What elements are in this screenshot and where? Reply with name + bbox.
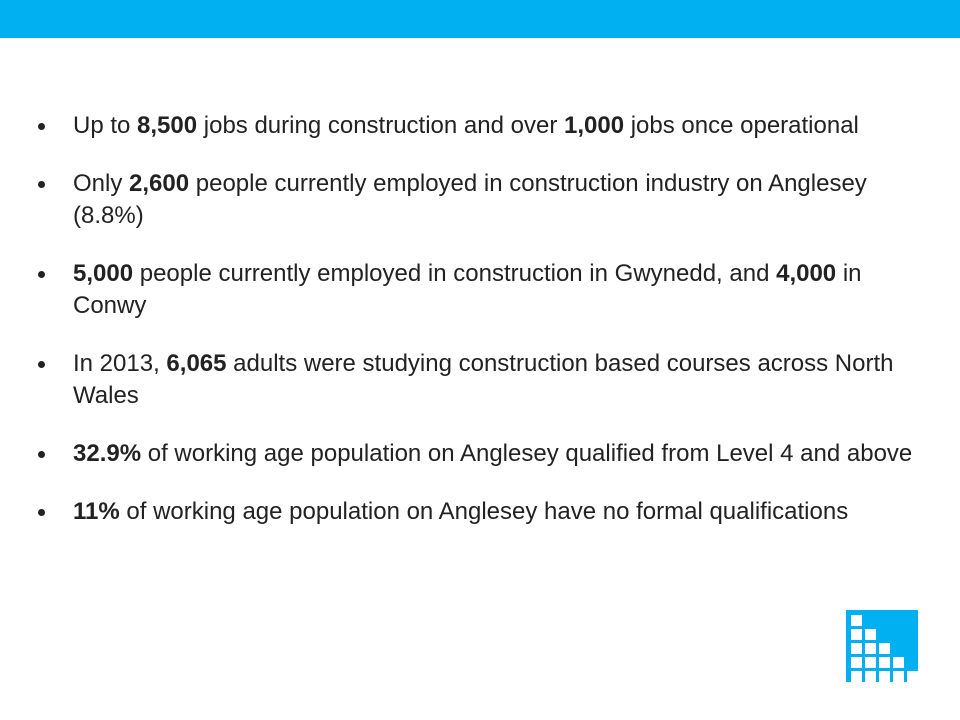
bullet-dot-icon — [38, 123, 45, 130]
bullet-text-part: Only — [73, 170, 130, 197]
bullet-item — [38, 496, 938, 528]
logo-square — [879, 643, 890, 654]
bullet-dot-icon — [38, 451, 45, 458]
bullet-figure: 4,000 — [776, 260, 837, 287]
bullet-dot-icon — [38, 509, 45, 516]
logo-square — [851, 629, 862, 640]
bullet-text — [73, 112, 859, 139]
bullet-text — [73, 170, 867, 229]
logo-square — [865, 657, 876, 668]
bullet-text-part: jobs during construction and over — [197, 112, 564, 139]
bullet-text-part: jobs once operational — [624, 112, 859, 139]
bullet-item — [38, 348, 938, 412]
bullet-dot-icon — [38, 181, 45, 188]
bullet-text — [73, 440, 912, 467]
bullet-text-part: adults were studying construction based courses across North Wales — [73, 350, 894, 409]
bullet-figure: 6,065 — [166, 350, 227, 377]
logo-square — [851, 671, 862, 682]
logo-square — [865, 643, 876, 654]
logo-square — [865, 671, 876, 682]
logo-square — [893, 657, 904, 668]
bullet-figure: 2,600 — [129, 170, 190, 197]
bullet-text — [73, 260, 862, 319]
bullet-text — [73, 498, 848, 525]
bullet-dot-icon — [38, 271, 45, 278]
logo-square — [851, 643, 862, 654]
bullet-text-part: Up to — [73, 112, 138, 139]
bullet-text-part: people currently employed in construction in Gwynedd, and — [133, 260, 777, 287]
bullet-text-part: of working age population on Anglesey qualified from Level 4 and above — [141, 440, 913, 467]
bullet-figure: 5,000 — [73, 260, 134, 287]
bullet-item — [38, 110, 938, 142]
bullet-list — [38, 110, 938, 554]
bullet-item — [38, 438, 938, 470]
logo-square — [851, 657, 862, 668]
bullet-figure: 1,000 — [563, 112, 625, 139]
bullet-figure: 8,500 — [137, 112, 198, 139]
bullet-figure: 32.9% — [73, 440, 142, 467]
logo-square — [879, 671, 890, 682]
bullet-item — [38, 168, 938, 232]
bullet-text-part: In 2013, — [73, 350, 167, 377]
grid-logo-icon — [846, 610, 918, 682]
bullet-text-part: people currently employed in construction industry on Anglesey (8.8%) — [73, 170, 867, 229]
bullet-text-part: of working age population on Anglesey have no formal qualifications — [119, 498, 849, 525]
logo-square — [865, 629, 876, 640]
bullet-text-part: in Conwy — [73, 260, 862, 319]
bullet-item — [38, 258, 938, 322]
logo-square — [879, 657, 890, 668]
logo-square — [893, 671, 904, 682]
logo-square — [851, 615, 862, 626]
bullet-text — [73, 350, 893, 409]
header-bar — [0, 0, 960, 38]
logo-square — [907, 671, 918, 682]
bullet-figure: 11% — [73, 498, 120, 525]
bullet-dot-icon — [38, 361, 45, 368]
